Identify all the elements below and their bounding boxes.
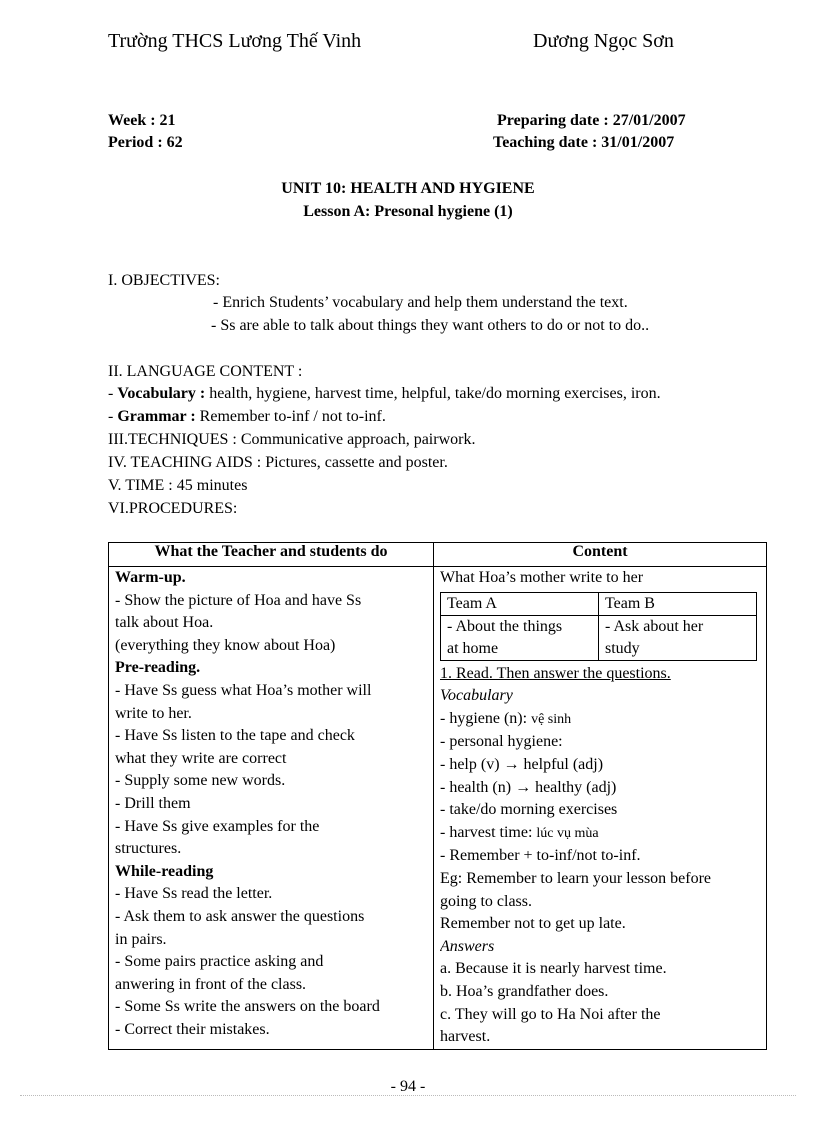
vocabulary-text: health, hygiene, harvest time, helpful, take/do morning exercises, iron.: [205, 385, 661, 402]
preparing-date: Preparing date : 27/01/2007: [497, 112, 686, 129]
grammar-line: - Grammar : Remember to-inf / not to-inf.: [108, 408, 386, 425]
vocab-term: - harvest time:: [440, 823, 537, 841]
vocabulary-line: - Vocabulary : health, hygiene, harvest time, helpful, take/do morning exercises, iron.: [108, 385, 661, 402]
lesson-title: Lesson A: Presonal hygiene (1): [303, 203, 513, 220]
unit-title: UNIT 10: HEALTH AND HYGIENE: [281, 180, 535, 197]
team-b-line: study: [605, 639, 640, 657]
activity-line: - Have Ss read the letter.: [115, 885, 273, 903]
content-intro: What Hoa’s mother write to her: [440, 569, 644, 586]
page-number: - 94 -: [390, 1078, 426, 1095]
example-line: Remember not to get up late.: [440, 915, 626, 933]
procedures-heading: VI.PROCEDURES:: [108, 500, 238, 517]
activity-line: - Have Ss listen to the tape and check: [115, 727, 355, 745]
activity-line: - Correct their mistakes.: [115, 1020, 270, 1038]
period: Period : 62: [108, 134, 183, 151]
example-line: going to class.: [440, 892, 532, 910]
week: Week : 21: [108, 112, 176, 129]
vocab-item: [440, 708, 760, 732]
vocab-meaning: vệ sinh: [531, 711, 572, 727]
team-a-task: [441, 615, 599, 660]
activity-line: in pairs.: [115, 930, 167, 948]
vocab-item: - help (v) → helpful (adj): [440, 755, 604, 773]
teaching-aids: IV. TEACHING AIDS : Pictures, cassette and poster.: [108, 454, 448, 471]
reading-task: 1. Read. Then answer the questions.: [440, 664, 671, 682]
activities-cell: [109, 567, 434, 1050]
col-header-content: Content: [434, 543, 767, 567]
vocabulary-title: Vocabulary: [440, 687, 513, 705]
grammar-label: Grammar :: [117, 408, 196, 425]
time: V. TIME : 45 minutes: [108, 477, 248, 494]
activity-line: - Have Ss give examples for the: [115, 817, 320, 835]
activity-line: anwering in front of the class.: [115, 975, 307, 993]
teams-table: [440, 592, 757, 661]
objectives-heading: I. OBJECTIVES:: [108, 272, 220, 289]
vocab-meaning: lúc vụ mùa: [536, 825, 599, 841]
activity-line: - Some pairs practice asking and: [115, 953, 324, 971]
language-heading: II. LANGUAGE CONTENT :: [108, 363, 303, 380]
answers-title: Answers: [440, 937, 495, 955]
techniques: III.TECHNIQUES : Communicative approach, pairwork.: [108, 431, 476, 448]
activity-line: - Some Ss write the answers on the board: [115, 998, 380, 1016]
answer-line: c. They will go to Ha Noi after the: [440, 1005, 661, 1023]
vocab-item: - take/do morning exercises: [440, 801, 618, 819]
example-line: Eg: Remember to learn your lesson before: [440, 869, 712, 887]
activity-line: what they write are correct: [115, 749, 287, 767]
school-name: Trường THCS Lương Thế Vinh: [108, 30, 362, 52]
procedures-table: [108, 542, 767, 1050]
page-bottom-divider: [20, 1095, 796, 1096]
vocab-term: - hygiene (n):: [440, 709, 532, 727]
activity-line: (everything they know about Hoa): [115, 636, 336, 654]
activity-line: - Show the picture of Hoa and have Ss: [115, 591, 362, 609]
vocab-item: [440, 822, 760, 846]
activity-line: write to her.: [115, 704, 192, 722]
activity-line: structures.: [115, 840, 182, 858]
grammar-text: Remember to-inf / not to-inf.: [195, 408, 386, 425]
answer-line: a. Because it is nearly harvest time.: [440, 960, 667, 978]
team-a-line: - About the things: [447, 617, 563, 635]
team-b-task: [599, 615, 757, 660]
teacher-name: Dương Ngọc Sơn: [533, 30, 674, 52]
while-reading-title: While-reading: [115, 862, 214, 880]
pre-reading-title: Pre-reading.: [115, 659, 201, 677]
answer-line: b. Hoa’s grandfather does.: [440, 982, 609, 1000]
answer-line: harvest.: [440, 1028, 491, 1046]
team-a-header: Team A: [441, 592, 599, 615]
activity-line: - Drill them: [115, 794, 191, 812]
objective-item: - Enrich Students’ vocabulary and help them understand the text.: [213, 294, 628, 311]
vocab-item: - health (n) → healthy (adj): [440, 778, 617, 796]
team-b-header: Team B: [599, 592, 757, 615]
activity-line: talk about Hoa.: [115, 614, 214, 632]
activity-line: - Supply some new words.: [115, 772, 286, 790]
vocabulary-label: Vocabulary :: [117, 385, 206, 402]
warmup-title: Warm-up.: [115, 569, 186, 586]
teaching-date: Teaching date : 31/01/2007: [493, 134, 675, 151]
vocab-item: - Remember + to-inf/not to-inf.: [440, 847, 641, 865]
activity-line: - Ask them to ask answer the questions: [115, 907, 365, 925]
activity-line: - Have Ss guess what Hoa’s mother will: [115, 681, 372, 699]
vocab-item: - personal hygiene:: [440, 733, 563, 751]
objective-item: - Ss are able to talk about things they want others to do or not to do..: [211, 317, 650, 334]
col-header-activities: What the Teacher and students do: [109, 543, 434, 567]
team-b-line: - Ask about her: [605, 617, 704, 635]
content-cell: [434, 567, 767, 1050]
team-a-line: at home: [447, 639, 499, 657]
